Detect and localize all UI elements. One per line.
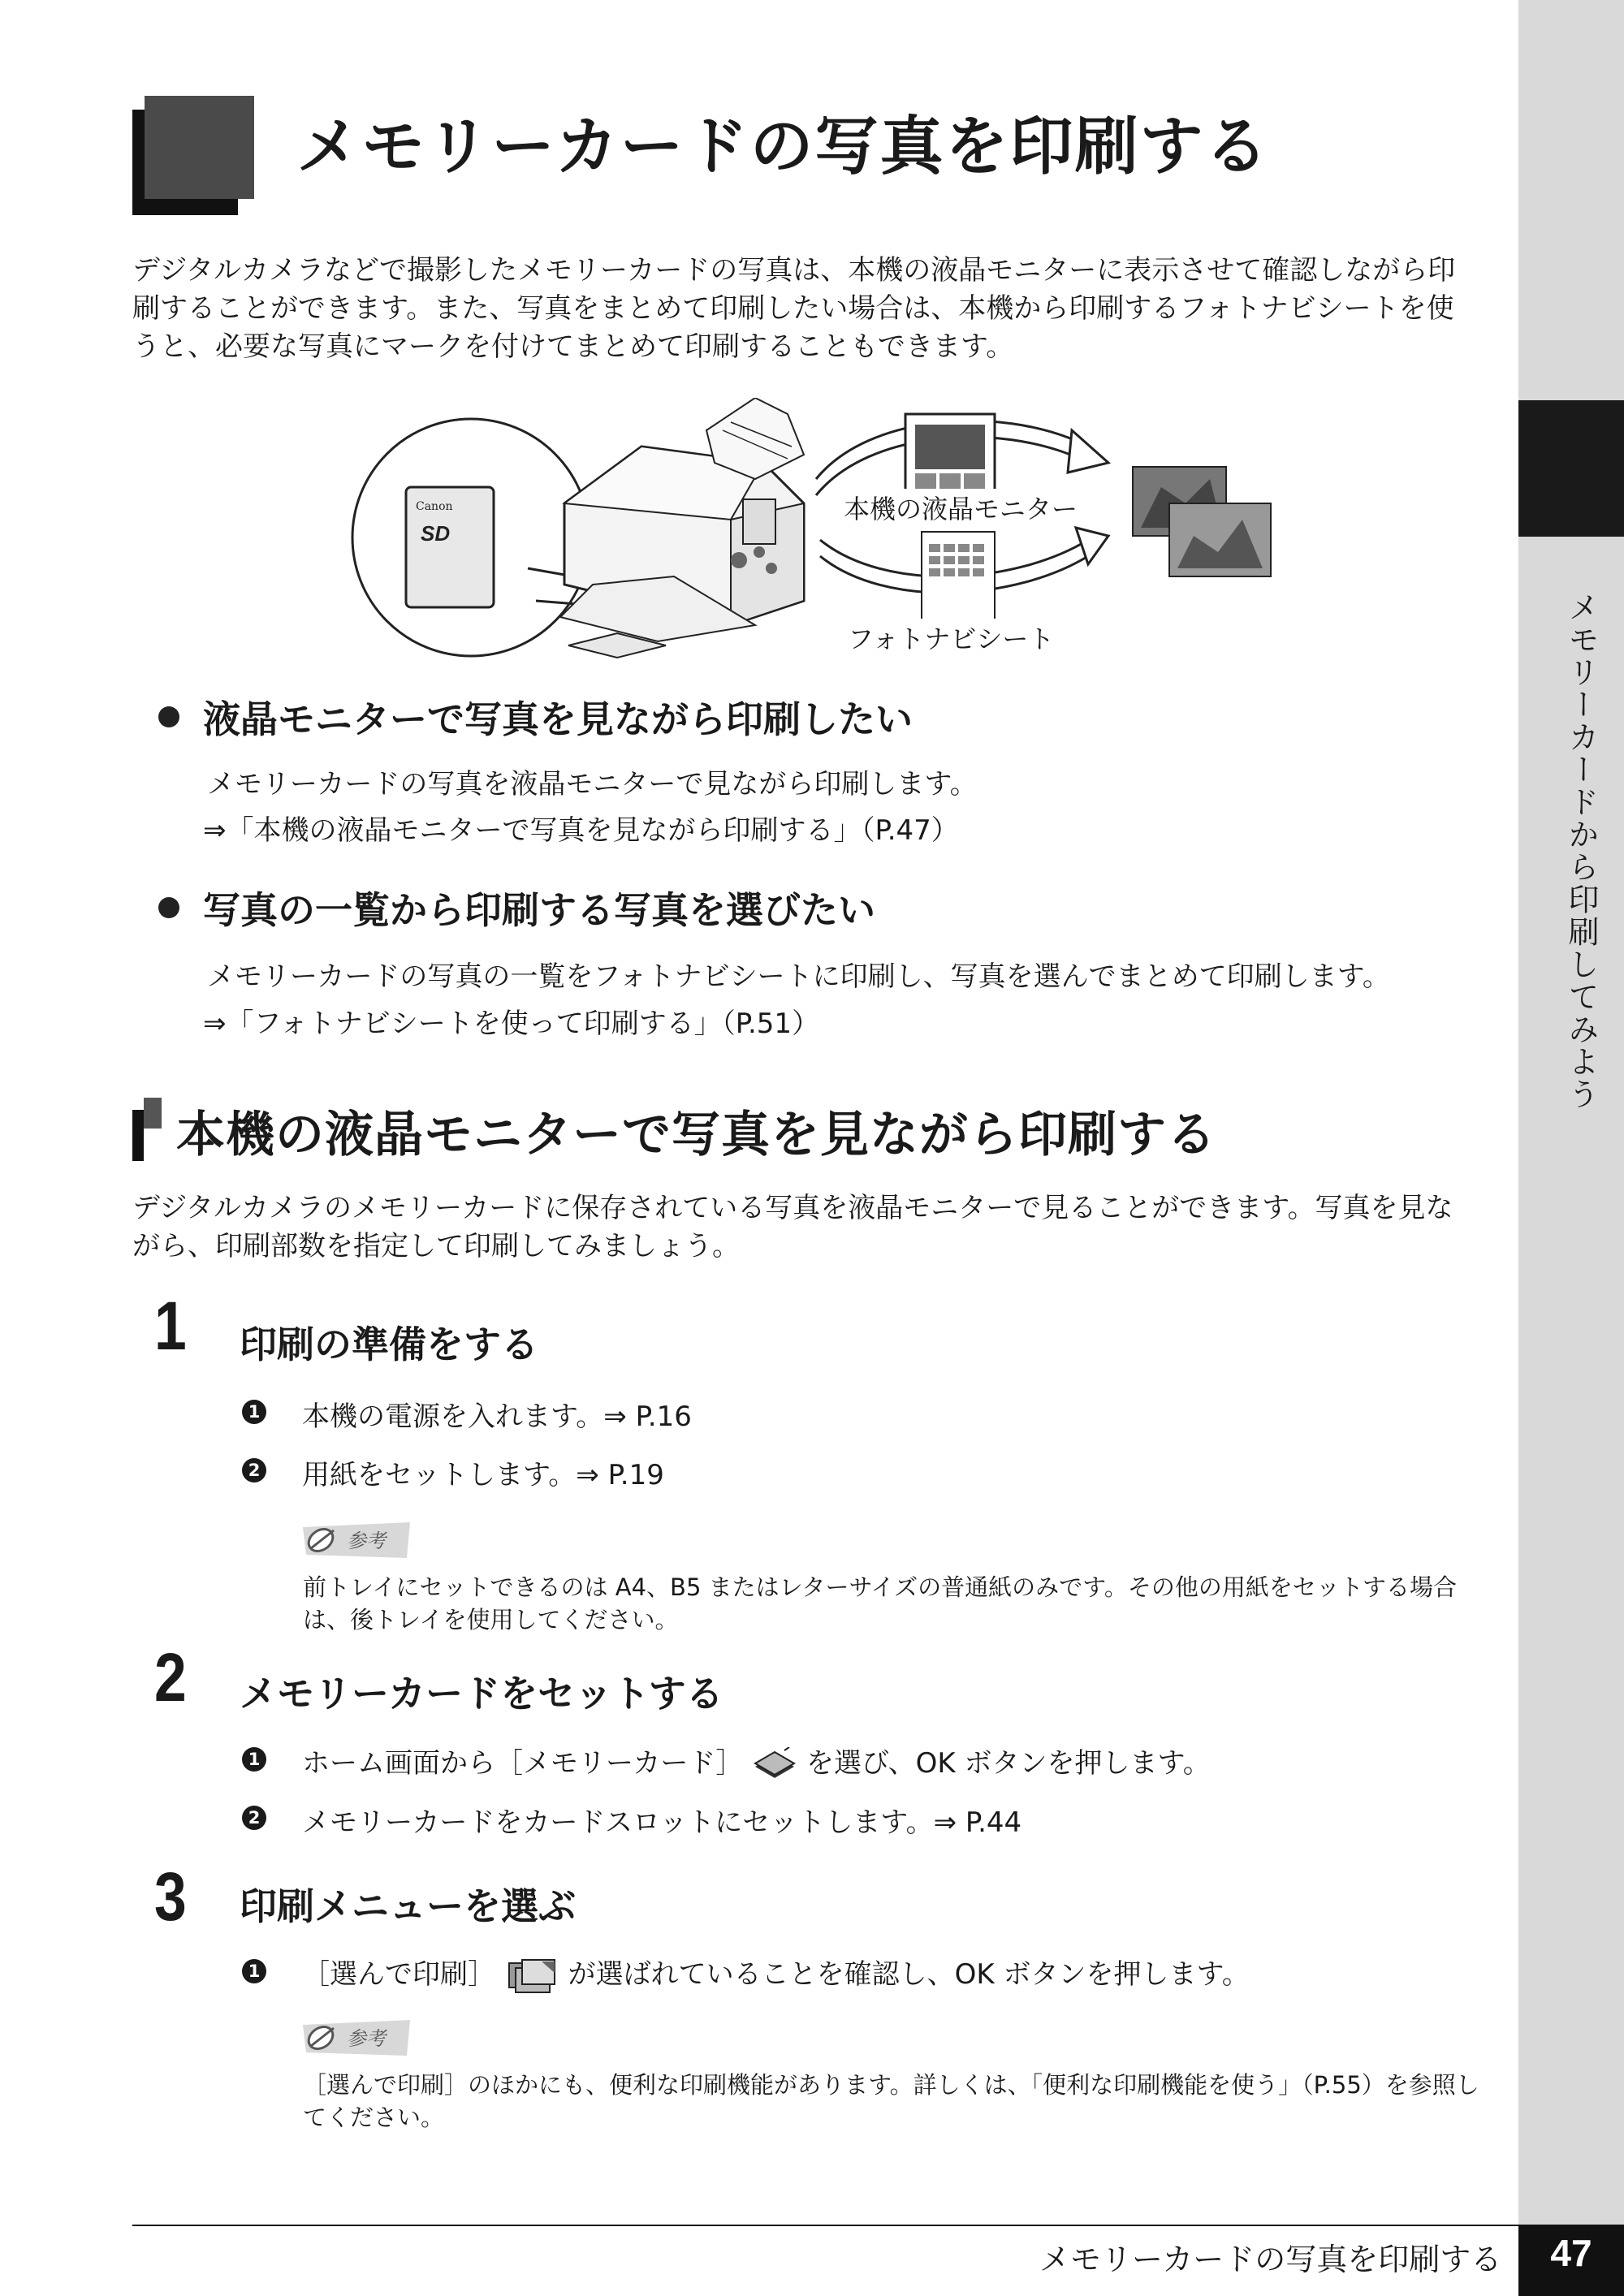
option-ref: ⇒「フォトナビシートを使って印刷する」（P.51） (203, 1008, 820, 1040)
option-desc: メモリーカードの写真の一覧をフォトナビシートに印刷し、写真を選んでまとめて印刷します。 (207, 960, 1390, 993)
printer-illustration (349, 398, 1275, 666)
intro-paragraph: デジタルカメラなどで撮影したメモリーカードの写真は、本機の液晶モニターに表示させて確認しながら印刷することができます。また、写真をまとめて印刷したい場合は、本機から印刷するフォトナビシートを使うと、必要な写真にマークを付けてまとめて印刷することもできます。 (132, 254, 1456, 363)
step-title: 印刷メニューを選ぶ (240, 1884, 576, 1928)
footer-title: メモリーカードの写真を印刷する (1039, 2242, 1502, 2277)
section-description: デジタルカメラのメモリーカードに保存されている写真を液晶モニターで見ることができます。写真を見ながら、印刷部数を指定して印刷してみましょう。 (132, 1192, 1453, 1262)
illustration-label-navisheet: フォトナビシート (844, 619, 1057, 656)
note-text: ［選んで印刷］のほかにも、便利な印刷機能があります。詳しくは、「便利な印刷機能を使う」（P.55）を参照してください。 (303, 2071, 1479, 2132)
title-mark (145, 96, 254, 199)
option-ref: ⇒「本機の液晶モニターで写真を見ながら印刷する」（P.47） (203, 814, 959, 847)
sub-step-mark: 1 (242, 1959, 266, 1983)
bullet-dot (158, 706, 179, 727)
printer-icon (560, 398, 804, 658)
page-number: 47 (1550, 2232, 1592, 2274)
sd-card-brand: Canon (416, 500, 453, 513)
memory-card-icon (752, 1747, 797, 1783)
side-thumb-tab (1518, 400, 1624, 537)
sub-step-mark: 2 (242, 1458, 266, 1482)
note-badge (303, 2020, 410, 2056)
section-title: 本機の液晶モニターで写真を見ながら印刷する (176, 1107, 1216, 1163)
option-desc: メモリーカードの写真を液晶モニターで見ながら印刷します。 (207, 768, 978, 801)
step-number: 2 (154, 1639, 187, 1716)
step-item-text-a: ホーム画面から［メモリーカード］ (302, 1747, 744, 1780)
section-mark-accent (144, 1098, 162, 1129)
footer-rule (132, 2225, 1518, 2226)
sub-step-mark: 1 (242, 1400, 266, 1424)
illustration-label-monitor: 本機の液晶モニター (840, 489, 1081, 526)
step-title: メモリーカードをセットする (240, 1672, 723, 1716)
side-tab-label: メモリーカードから印刷してみよう (1563, 591, 1599, 1111)
note-badge (303, 1522, 410, 1558)
step-number: 1 (154, 1288, 187, 1364)
option-title: 写真の一覧から印刷する写真を選びたい (203, 888, 875, 932)
side-strip (1518, 0, 1624, 2296)
step-item-text-a: ［選んで印刷］ (302, 1958, 495, 1991)
sub-step-mark: 1 (242, 1747, 266, 1772)
step-item-text: メモリーカードをカードスロットにセットします。⇒ P.44 (302, 1806, 1022, 1839)
step-item-text (302, 1952, 1250, 1996)
note-text: 前トレイにセットできるのは A4、B5 またはレターサイズの普通紙のみです。その他の用紙をセットする場合は、後トレイを使用してください。 (303, 1573, 1457, 1634)
step-item-text: 本機の電源を入れます。⇒ P.16 (302, 1400, 692, 1433)
step-item-text (302, 1741, 1211, 1783)
step-item-text-b: を選び、OK ボタンを押します。 (806, 1747, 1211, 1780)
bullet-dot (158, 897, 179, 918)
sub-step-mark: 2 (242, 1806, 266, 1830)
svg-text:参考: 参考 (347, 1530, 386, 1552)
select-and-print-icon (504, 1957, 559, 1996)
step-number: 3 (154, 1858, 187, 1935)
option-title: 液晶モニターで写真を見ながら印刷したい (203, 697, 913, 741)
step-item-text-b: が選ばれていることを確認し、OK ボタンを押します。 (568, 1958, 1250, 1991)
step-item-text: 用紙をセットします。⇒ P.19 (302, 1459, 664, 1491)
svg-text:参考: 参考 (347, 2027, 386, 2050)
step-title: 印刷の準備をする (240, 1323, 538, 1366)
sd-card-logo: SD (421, 521, 451, 546)
section-mark (132, 1110, 144, 1161)
page-title: メモリーカードの写真を印刷する (296, 110, 1270, 183)
